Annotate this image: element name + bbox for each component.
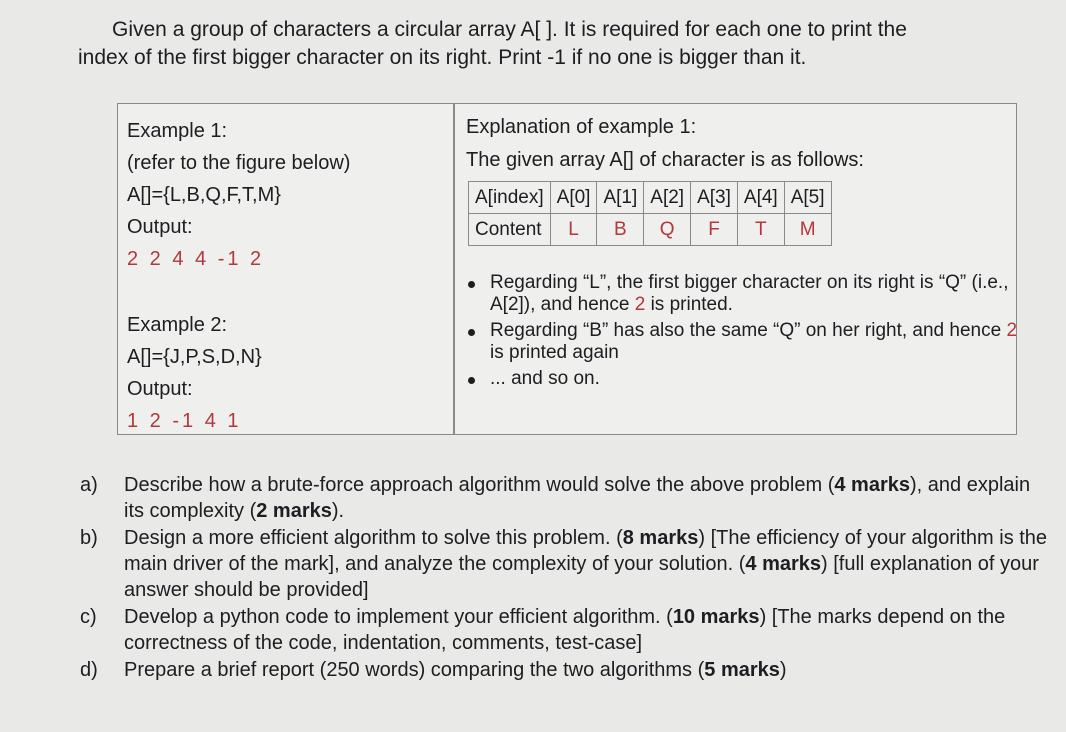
bullet1-line1: Regarding “L”, the first bigger character on its right is xyxy=(490,272,934,293)
example1-title: Example 1: xyxy=(127,120,228,142)
bullet2-index: 2 xyxy=(1006,320,1018,341)
table-content-cell: Q xyxy=(644,214,691,246)
example1-array: A[]={L,B,Q,F,T,M} xyxy=(127,184,281,206)
explanation-intro: The given array A[] of character is as follows: xyxy=(466,149,864,171)
bullet-item xyxy=(466,320,1026,364)
table-header-cell: A[index] xyxy=(469,182,551,214)
problem-statement xyxy=(78,16,1063,72)
example2-output: 1 2 -1 4 1 xyxy=(127,410,242,432)
array-table-header-row xyxy=(469,182,832,214)
array-table xyxy=(468,181,832,246)
example2-title: Example 2: xyxy=(127,314,228,336)
table-header-cell: A[1] xyxy=(597,182,644,214)
bullet3-text: ... and so on. xyxy=(490,368,600,389)
explanation-column xyxy=(466,111,1014,177)
bullet1-line2: “Q” (i.e., A[2]), and hence xyxy=(490,272,1009,315)
table-header-cell: A[3] xyxy=(691,182,738,214)
table-header-cell: A[5] xyxy=(784,182,831,214)
table-content-cell: F xyxy=(691,214,738,246)
example2-output-label: Output: xyxy=(127,378,193,400)
bullet-item xyxy=(466,272,1026,316)
question-b xyxy=(80,525,1050,603)
table-content-cell: B xyxy=(597,214,644,246)
bullet-item xyxy=(466,368,1026,390)
table-header-cell: A[2] xyxy=(644,182,691,214)
question-d xyxy=(80,657,1050,683)
problem-line-1: Given a group of characters a circular array A[ ]. It is required for each one to print the xyxy=(112,18,907,41)
array-table-content-row xyxy=(469,214,832,246)
bullet2-line2: and hence xyxy=(912,320,1002,341)
bullet2-line1: Regarding “B” has also the same “Q” on her right, xyxy=(490,320,908,341)
examples-column xyxy=(127,115,447,437)
table-content-cell: M xyxy=(784,214,831,246)
table-header-cell: A[0] xyxy=(550,182,597,214)
table-header-cell: A[4] xyxy=(737,182,784,214)
question-body: Prepare a brief report (250 words) comparing the two algorithms (5 marks) xyxy=(124,659,787,681)
explanation-bullets xyxy=(466,272,1026,394)
example2-array: A[]={J,P,S,D,N} xyxy=(127,346,262,368)
question-body: Design a more efficient algorithm to solve this problem. (8 marks) [The efficiency of your algorithm is the main driver of the mark], and analyze the complexity of your solution. (4 marks) [full explanation of your answer should be provided] xyxy=(124,527,1048,601)
problem-line-2: index of the first bigger character on its right. Print -1 if no one is bigger than it. xyxy=(78,46,807,69)
question-c xyxy=(80,604,1050,656)
question-letter: d) xyxy=(80,659,98,681)
explanation-title: Explanation of example 1: xyxy=(466,116,697,138)
example1-output-label: Output: xyxy=(127,216,193,238)
bullet2-end: is printed again xyxy=(490,342,619,363)
question-letter: b) xyxy=(80,527,98,549)
table-content-cell: T xyxy=(737,214,784,246)
table-content-label: Content xyxy=(469,214,551,246)
table-content-cell: L xyxy=(550,214,597,246)
bullet1-end: is printed. xyxy=(650,294,733,315)
question-a xyxy=(80,472,1050,524)
question-body: Describe how a brute-force approach algorithm would solve the above problem (4 marks), and explain its complexity (2 marks). xyxy=(124,474,1031,522)
question-body: Develop a python code to implement your efficient algorithm. (10 marks) [The marks depend on the correctness of the code, indentation, comments, test-case] xyxy=(124,606,1006,654)
question-letter: c) xyxy=(80,606,97,628)
example1-note: (refer to the figure below) xyxy=(127,152,351,174)
panel-divider xyxy=(453,103,455,435)
bullet1-index: 2 xyxy=(634,294,646,315)
question-list xyxy=(80,472,1050,684)
example1-output: 2 2 4 4 -1 2 xyxy=(127,248,265,270)
question-letter: a) xyxy=(80,474,98,496)
